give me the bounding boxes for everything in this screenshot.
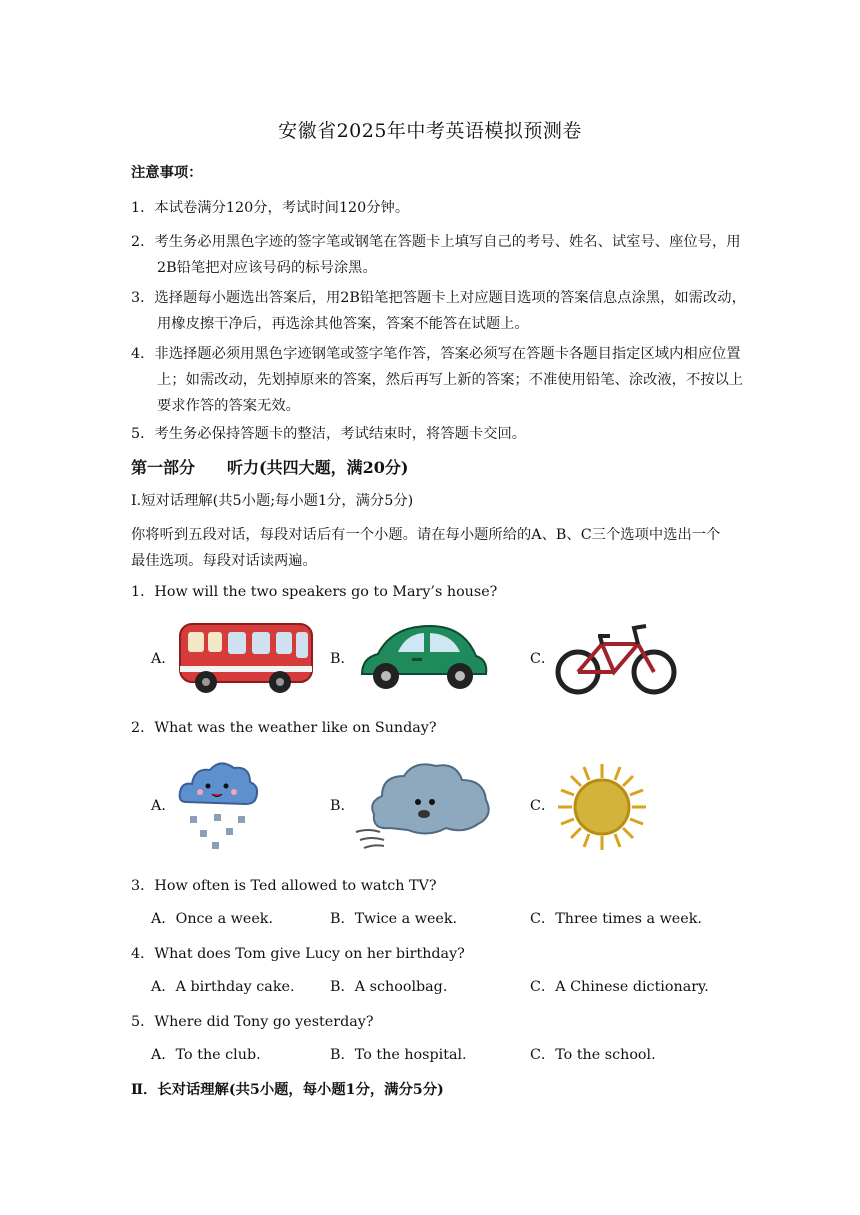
q4-option-a: A．A birthday cake. xyxy=(151,979,295,995)
question-3-stem: 3．How often is Ted allowed to watch TV? xyxy=(131,878,437,894)
notice-item-1: 1．本试卷满分120分，考试时间120分钟。 xyxy=(131,200,410,216)
q2-option-a: A． xyxy=(151,798,176,814)
car-icon xyxy=(352,616,492,696)
q3-option-a: A．Once a week. xyxy=(151,911,273,927)
question-2-stem: 2．What was the weather like on Sunday? xyxy=(131,720,437,736)
question-1-stem: 1．How will the two speakers go to Mary’s house? xyxy=(131,584,498,600)
q5-option-b: B．To the hospital. xyxy=(330,1047,467,1063)
q4-option-b: B．A schoolbag. xyxy=(330,979,448,995)
question-4-stem: 4．What does Tom give Lucy on her birthday? xyxy=(131,946,465,962)
q1-option-b: B． xyxy=(330,651,355,667)
section1-instructions: 你将听到五段对话，每段对话后有一个小题。请在每小题所给的A、B、C三个选项中选出一个最佳选项。每段对话读两遍。 xyxy=(131,527,721,569)
q4-option-c: C．A Chinese dictionary. xyxy=(530,979,709,995)
sun-icon xyxy=(556,762,648,852)
part1-heading: 第一部分 听力(共四大题，满20分) xyxy=(131,458,409,477)
notice-heading: 注意事项： xyxy=(131,165,203,181)
q2-option-c: C． xyxy=(530,798,556,814)
page-title: 安徽省2025年中考英语模拟预测卷 xyxy=(278,120,582,142)
section2-heading: Ⅱ．长对话理解(共5小题，每小题1分，满分5分) xyxy=(131,1082,444,1098)
snow-cloud-icon xyxy=(176,756,260,852)
q2-option-b: B． xyxy=(330,798,355,814)
notice-item-4: 4．非选择题必须用黑色字迹钢笔或签字笔作答，答案必须写在答题卡各题目指定区域内相应位置上；如需改动，先划掉原来的答案，然后再写上新的答案；不准使用铅笔、涂改液，不按以上要求作答的答案无效。 xyxy=(131,346,744,414)
q3-option-b: B．Twice a week. xyxy=(330,911,458,927)
q5-option-c: C．To the school. xyxy=(530,1047,656,1063)
windy-cloud-icon xyxy=(354,758,494,852)
section1-heading: Ⅰ.短对话理解(共5小题;每小题1分，满分5分) xyxy=(131,493,414,509)
question-5-stem: 5．Where did Tony go yesterday? xyxy=(131,1014,374,1030)
q1-option-a: A． xyxy=(151,651,176,667)
notice-item-2: 2．考生务必用黑色字迹的签字笔或钢笔在答题卡上填写自己的考号、姓名、试室号、座位号，用2B铅笔把对应该号码的标号涂黑。 xyxy=(131,234,741,276)
q5-option-a: A．To the club. xyxy=(151,1047,261,1063)
notice-item-3: 3．选择题每小题选出答案后，用2B铅笔把答题卡上对应题目选项的答案信息点涂黑，如需改动，用橡皮擦干净后，再选涂其他答案，答案不能答在试题上。 xyxy=(131,290,746,332)
q1-option-c: C． xyxy=(530,651,556,667)
notice-item-5: 5．考生务必保持答题卡的整洁，考试结束时，将答题卡交回。 xyxy=(131,426,527,442)
bicycle-icon xyxy=(554,618,678,698)
bus-icon xyxy=(176,618,316,696)
q3-option-c: C．Three times a week. xyxy=(530,911,702,927)
